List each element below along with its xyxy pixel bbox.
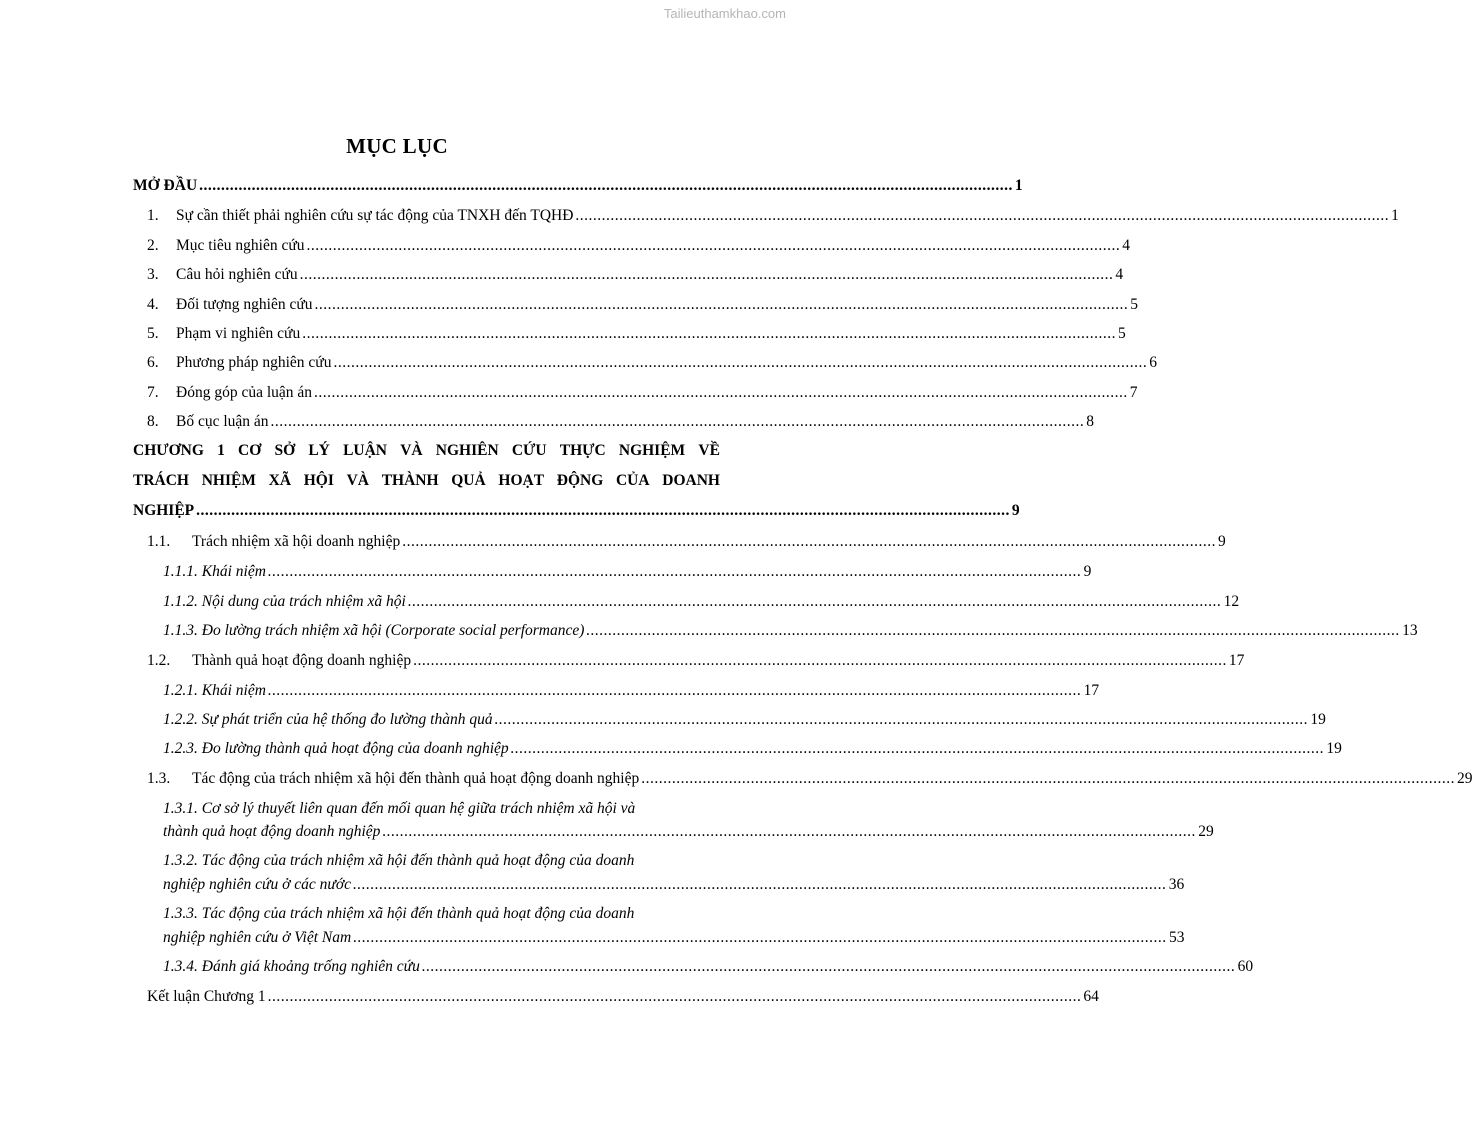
toc-page-number: 29 — [1198, 823, 1214, 840]
heading-word: SỞ — [274, 442, 296, 459]
toc-entry-number: 1.2. — [147, 652, 171, 669]
toc-entry-number: 7. — [147, 384, 159, 401]
toc-entry-number: 5. — [147, 325, 159, 342]
toc-leader-dots: .......................................................................................................................................................................................... — [306, 237, 1121, 254]
toc-entry-chapter-1-conclusion[interactable] — [147, 984, 1099, 1010]
toc-entry-1-3-4[interactable] — [163, 954, 1254, 980]
toc-leader-dots: .......................................................................................................................................................................................... — [199, 177, 1013, 194]
toc-entry-1-1[interactable] — [147, 529, 1226, 555]
toc-entry-number: 3. — [147, 266, 159, 283]
toc-page-number: 17 — [1083, 682, 1100, 699]
toc-entry-label: 1.1.1. Khái niệm — [163, 563, 266, 580]
toc-page-number: 60 — [1237, 958, 1254, 975]
toc-entry-label: Đóng góp của luận án — [176, 384, 313, 401]
toc-entry-label: Trách nhiệm xã hội doanh nghiệp — [192, 533, 401, 550]
toc-entry-label: Phạm vi nghiên cứu — [176, 325, 301, 342]
toc-leader-dots: .......................................................................................................................................................................................... — [407, 593, 1222, 610]
toc-leader-dots: .......................................................................................................................................................................................... — [302, 325, 1116, 342]
toc-entry-label: nghiệp nghiên cứu ở Việt Nam — [163, 929, 352, 946]
heading-word: VỀ — [698, 442, 720, 459]
toc-page-number: 4 — [1115, 266, 1124, 283]
heading-word: CỨU — [511, 442, 547, 459]
toc-entry-label: Câu hỏi nghiên cứu — [176, 266, 298, 283]
heading-word: XÃ — [268, 472, 292, 489]
toc-entry-label: Mục tiêu nghiên cứu — [176, 237, 305, 254]
heading-word: NGHIÊN — [435, 442, 499, 459]
toc-entry-1-1-1[interactable] — [163, 559, 1092, 585]
toc-entry-intro[interactable] — [133, 173, 1023, 199]
heading-word: CƠ — [238, 442, 262, 459]
toc-page-number: 13 — [1402, 622, 1418, 639]
toc-page-number: 5 — [1130, 296, 1138, 313]
toc-page-number: 4 — [1122, 237, 1130, 254]
toc-page-number: 53 — [1168, 929, 1185, 946]
toc-entry-label: NGHIỆP — [133, 502, 195, 519]
toc-page-number: 9 — [1217, 533, 1226, 550]
toc-entry-intro-1[interactable] — [147, 203, 1399, 229]
toc-entry-label: Sự cần thiết phải nghiên cứu sự tác động của TNXH đến TQHĐ — [176, 207, 574, 224]
heading-word: CHƯƠNG — [133, 442, 204, 459]
toc-leader-dots: .......................................................................................................................................................................................... — [267, 988, 1082, 1005]
toc-entry-intro-4[interactable] — [147, 292, 1138, 318]
toc-entry-label: 1.2.2. Sự phát triển của hệ thống đo lường thành quả — [163, 711, 493, 728]
heading-word: THỰC — [559, 442, 606, 459]
toc-entry-1-3-3-line-1: 1.3.3. Tác động của trách nhiệm xã hội đến thành quả hoạt động của doanh — [163, 905, 635, 922]
heading-word: LUẬN — [343, 442, 387, 459]
toc-page-number: 19 — [1326, 740, 1342, 757]
heading-word: TRÁCH — [133, 472, 189, 489]
toc-entry-1-3-1-line-1: 1.3.1. Cơ sở lý thuyết liên quan đến mối quan hệ giữa trách nhiệm xã hội và — [163, 800, 636, 817]
toc-leader-dots: .......................................................................................................................................................................................... — [413, 652, 1227, 669]
heading-word: HỘI — [303, 472, 334, 489]
toc-entry-label: 1.1.2. Nội dung của trách nhiệm xã hội — [163, 593, 406, 610]
toc-entry-label: Tác động của trách nhiệm xã hội đến thành quả hoạt động doanh nghiệp — [192, 770, 640, 787]
toc-leader-dots: .......................................................................................................................................................................................... — [314, 296, 1129, 313]
heading-word: ĐỘNG — [556, 472, 604, 489]
toc-entry-label: Đối tượng nghiên cứu — [176, 296, 313, 313]
toc-entry-1-2-3[interactable] — [163, 736, 1342, 762]
toc-entry-intro-7[interactable] — [147, 380, 1138, 406]
toc-entry-label: 1.2.3. Đo lường thành quả hoạt động của doanh nghiệp — [163, 740, 509, 757]
toc-page-number: 1 — [1014, 177, 1023, 194]
chapter-1-heading-line-2[interactable] — [133, 468, 720, 494]
toc-entry-label: 1.3.4. Đánh giá khoảng trống nghiên cứu — [163, 958, 420, 975]
toc-leader-dots: .......................................................................................................................................................................................... — [333, 354, 1148, 371]
toc-page-number: 64 — [1083, 988, 1099, 1005]
toc-page-number: 9 — [1011, 502, 1020, 519]
toc-page-number: 36 — [1168, 876, 1185, 893]
toc-leader-dots: .......................................................................................................................................................................................... — [402, 533, 1216, 550]
toc-leader-dots: .......................................................................................................................................................................................... — [575, 207, 1390, 224]
heading-word: VÀ — [346, 472, 369, 489]
toc-entry-intro-6[interactable] — [147, 350, 1157, 376]
toc-leader-dots: .......................................................................................................................................................................................... — [267, 563, 1082, 580]
page-title: MỤC LỤC — [346, 134, 448, 158]
toc-entry-label: Kết luận Chương 1 — [147, 988, 266, 1005]
toc-entry-label: 1.1.3. Đo lường trách nhiệm xã hội (Corporate social performance) — [163, 622, 585, 639]
heading-word: 1 — [217, 442, 225, 459]
chapter-1-heading-line-1[interactable] — [133, 438, 720, 464]
toc-entry-intro-2[interactable] — [147, 233, 1130, 259]
heading-word: DOANH — [662, 472, 720, 489]
toc-entry-intro-3[interactable] — [147, 262, 1124, 288]
watermark: Tailieuthamkhao.com — [663, 6, 786, 21]
toc-entry-1-2-1[interactable] — [163, 678, 1100, 704]
toc-leader-dots: .......................................................................................................................................................................................... — [641, 770, 1455, 787]
toc-entry-label: Phương pháp nghiên cứu — [176, 354, 332, 371]
toc-entry-1-1-3[interactable] — [163, 618, 1418, 644]
toc-entry-number: 8. — [147, 413, 159, 430]
toc-entry-label: thành quả hoạt động doanh nghiệp — [163, 823, 381, 840]
heading-word: HOẠT — [498, 472, 545, 489]
heading-word: NHIỆM — [201, 472, 256, 489]
toc-entry-number: 2. — [147, 237, 159, 254]
toc-entry-1-2-2[interactable] — [163, 707, 1326, 733]
toc-entry-intro-5[interactable] — [147, 321, 1126, 347]
toc-entry-number: 1. — [147, 207, 159, 224]
toc-entry-label: nghiệp nghiên cứu ở các nước — [163, 876, 351, 893]
toc-entry-label: Thành quả hoạt động doanh nghiệp — [192, 652, 412, 669]
heading-word: LÝ — [308, 442, 330, 459]
heading-word: THÀNH — [381, 472, 439, 489]
toc-entry-number: 4. — [147, 296, 159, 313]
heading-word: QUẢ — [451, 472, 486, 489]
toc-entry-1-3-2[interactable] — [163, 872, 1185, 898]
toc-page-number: 6 — [1149, 354, 1157, 371]
toc-page-number: 17 — [1228, 652, 1245, 669]
toc-entry-1-3-1[interactable] — [163, 819, 1214, 845]
toc-entry-1-3-3[interactable] — [163, 925, 1185, 951]
heading-word: NGHIỆM — [618, 442, 686, 459]
toc-page-number: 5 — [1117, 325, 1126, 342]
toc-entry-1-3[interactable] — [147, 766, 1472, 792]
heading-word: CỦA — [615, 472, 650, 489]
toc-page-number: 19 — [1310, 711, 1326, 728]
toc-entry-intro-8[interactable] — [147, 409, 1095, 435]
toc-entry-number: 1.3. — [147, 770, 171, 787]
toc-page-number: 29 — [1456, 770, 1472, 787]
toc-leader-dots: .......................................................................................................................................................................................... — [586, 622, 1401, 639]
heading-word: VÀ — [400, 442, 423, 459]
toc-leader-dots: .......................................................................................................................................................................................... — [382, 823, 1197, 840]
toc-page-number: 7 — [1129, 384, 1138, 401]
toc-entry-1-3-2-line-1: 1.3.2. Tác động của trách nhiệm xã hội đến thành quả hoạt động của doanh — [163, 852, 635, 869]
toc-page-number: 12 — [1223, 593, 1240, 610]
toc-entry-number: 1.1. — [147, 533, 171, 550]
toc-leader-dots: .......................................................................................................................................................................................... — [353, 929, 1167, 946]
chapter-1-heading-line-3[interactable] — [133, 498, 1020, 524]
toc-entry-number: 6. — [147, 354, 159, 371]
toc-page-number: 1 — [1391, 207, 1399, 224]
toc-entry-label: Bố cục luận án — [176, 413, 269, 430]
toc-leader-dots: .......................................................................................................................................................................................... — [196, 502, 1010, 519]
toc-leader-dots: .......................................................................................................................................................................................... — [314, 384, 1128, 401]
toc-leader-dots: .......................................................................................................................................................................................... — [299, 266, 1114, 283]
toc-leader-dots: .......................................................................................................................................................................................... — [494, 711, 1309, 728]
toc-leader-dots: .......................................................................................................................................................................................... — [352, 876, 1167, 893]
toc-leader-dots: .......................................................................................................................................................................................... — [267, 682, 1082, 699]
toc-leader-dots: .......................................................................................................................................................................................... — [421, 958, 1236, 975]
toc-entry-1-1-2[interactable] — [163, 589, 1240, 615]
toc-page-number: 8 — [1086, 413, 1095, 430]
toc-entry-1-2[interactable] — [147, 648, 1245, 674]
toc-leader-dots: .......................................................................................................................................................................................... — [270, 413, 1085, 430]
toc-leader-dots: .......................................................................................................................................................................................... — [510, 740, 1325, 757]
toc-entry-label: 1.2.1. Khái niệm — [163, 682, 266, 699]
toc-page-number: 9 — [1083, 563, 1092, 580]
toc-entry-label: MỞ ĐẦU — [133, 177, 198, 194]
